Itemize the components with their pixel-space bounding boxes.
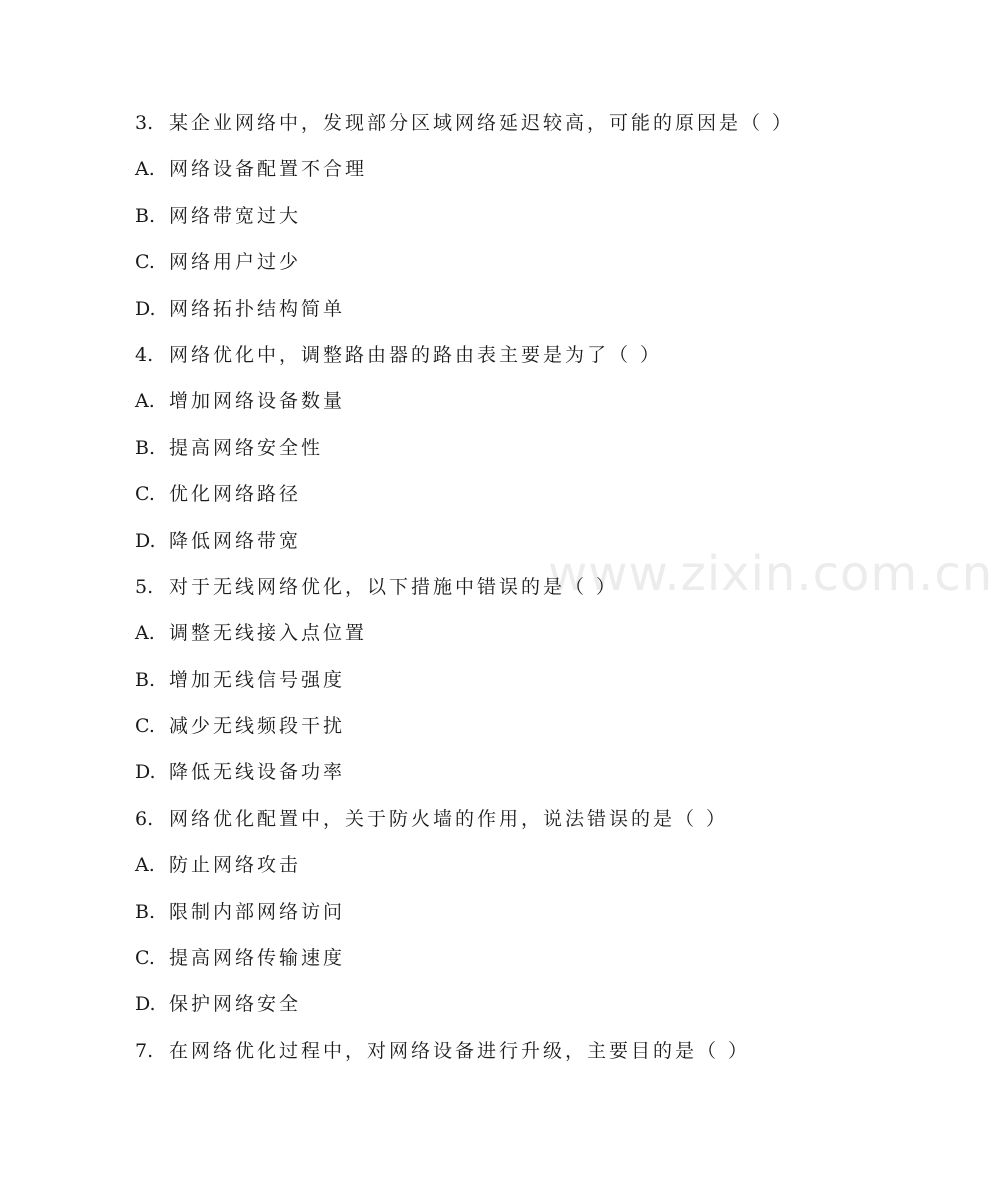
option-key: D.	[135, 297, 156, 320]
question-text: 网络优化配置中，关于防火墙的作用，说法错误的是（ ）	[169, 807, 729, 830]
option-key: B.	[135, 900, 156, 923]
question-text: 网络优化中，调整路由器的路由表主要是为了（ ）	[169, 343, 663, 366]
question-text: 对于无线网络优化，以下措施中错误的是（ ）	[169, 575, 619, 598]
option-key: D.	[135, 993, 156, 1016]
option-text: 网络设备配置不合理	[169, 158, 368, 181]
answer-option	[135, 942, 855, 988]
answer-option	[135, 200, 855, 246]
option-key: B.	[135, 436, 156, 459]
option-text: 降低无线设备功率	[169, 761, 346, 784]
option-text: 优化网络路径	[169, 483, 302, 506]
option-key: B.	[135, 204, 156, 227]
option-text: 网络用户过少	[169, 251, 302, 274]
option-text: 网络拓扑结构简单	[169, 297, 346, 320]
question-text: 在网络优化过程中，对网络设备进行升级，主要目的是（ ）	[169, 1039, 751, 1062]
answer-option	[135, 478, 855, 524]
option-text: 调整无线接入点位置	[169, 622, 368, 645]
question-number: 6.	[135, 807, 154, 830]
option-text: 提高网络安全性	[169, 436, 324, 459]
option-key: C.	[135, 947, 155, 970]
answer-option	[135, 525, 855, 571]
answer-option	[135, 710, 855, 756]
question-stem	[135, 803, 855, 849]
answer-option	[135, 617, 855, 663]
question-stem	[135, 571, 855, 617]
option-key: D.	[135, 761, 156, 784]
option-key: A.	[135, 158, 155, 181]
option-key: C.	[135, 251, 155, 274]
question-list	[135, 107, 855, 1081]
answer-option	[135, 246, 855, 292]
option-key: D.	[135, 529, 156, 552]
answer-option	[135, 385, 855, 431]
answer-option	[135, 896, 855, 942]
question-stem	[135, 1035, 855, 1081]
watermark: www.zixin.com.cn	[548, 546, 993, 602]
option-text: 网络带宽过大	[169, 204, 302, 227]
option-key: A.	[135, 390, 155, 413]
question-stem	[135, 107, 855, 153]
option-text: 增加无线信号强度	[169, 668, 346, 691]
answer-option	[135, 756, 855, 802]
option-key: A.	[135, 854, 155, 877]
option-key: C.	[135, 715, 155, 738]
option-text: 提高网络传输速度	[169, 947, 346, 970]
answer-option	[135, 153, 855, 199]
answer-option	[135, 988, 855, 1034]
answer-option	[135, 849, 855, 895]
option-text: 增加网络设备数量	[169, 390, 346, 413]
question-number: 3.	[135, 112, 154, 134]
question-number: 4.	[135, 343, 154, 366]
option-text: 减少无线频段干扰	[169, 715, 346, 738]
option-text: 防止网络攻击	[169, 854, 302, 877]
answer-option	[135, 432, 855, 478]
option-text: 保护网络安全	[169, 993, 302, 1016]
option-key: C.	[135, 483, 155, 506]
option-text: 降低网络带宽	[169, 529, 302, 552]
question-number: 7.	[135, 1039, 154, 1062]
question-text: 某企业网络中，发现部分区域网络延迟较高，可能的原因是（ ）	[169, 112, 795, 134]
question-stem	[135, 339, 855, 385]
question-number: 5.	[135, 575, 154, 598]
option-text: 限制内部网络访问	[169, 900, 346, 923]
answer-option	[135, 664, 855, 710]
option-key: A.	[135, 622, 155, 645]
answer-option	[135, 293, 855, 339]
option-key: B.	[135, 668, 156, 691]
